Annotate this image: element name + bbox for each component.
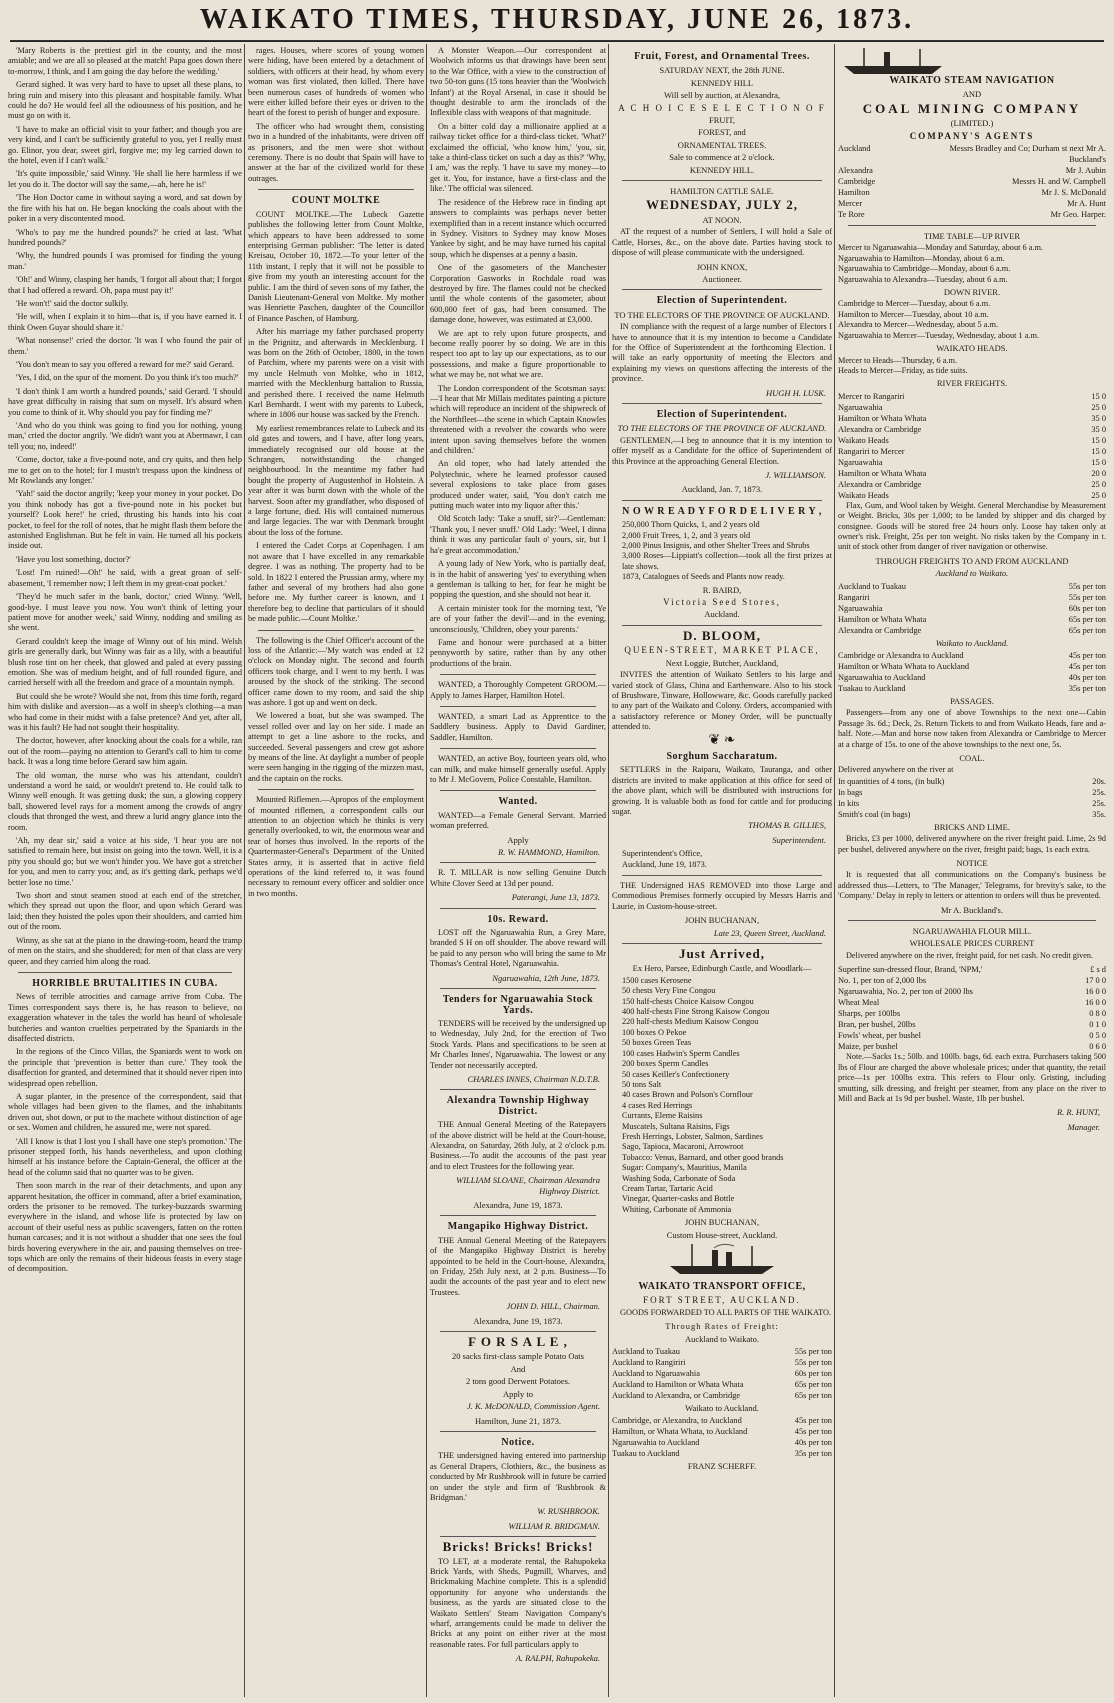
removed-signature: JOHN BUCHANAN, — [684, 915, 760, 926]
column-3 — [430, 46, 606, 1697]
section-rule — [18, 972, 232, 973]
notice-signature: W. RUSHBROOK. — [537, 1506, 600, 1517]
news-paragraph: Fame and honour were purchased at a bitter pennyworth by satire, rather than by any other productions of the brain. — [430, 637, 606, 668]
election-signature: HUGH H. LUSK. — [766, 387, 826, 398]
bricks-headline: Bricks! Bricks! Bricks! — [442, 1539, 594, 1555]
transport-rates: Through Rates of Freight: — [665, 1321, 779, 1332]
cuba-paragraph: News of terrible atrocities and carnage arrive from Cuba. The Times correspondent says there is, he has reason to believe, no exaggeration whatever in the tales the world has heard of wholesale butcheries and wanton cruelties perpetrated by the Spaniards in the disaffected districts. — [8, 992, 242, 1043]
section-rule — [440, 1089, 596, 1090]
arrived-item: Whiting, Carbonate of Ammonia — [622, 1204, 732, 1214]
news-paragraph: An old toper, who had lately attended the Polytechnic, where he learned professor caused several explosions to take place from gases produced under water, said, 'You don't catch me putting much water into my liquor after this.' — [430, 459, 606, 511]
arrived-item: Muscatels, Sultana Raisins, Figs — [622, 1121, 730, 1131]
ad-groom: WANTED, a Thoroughly Competent GROOM.—Apply to James Harper, Hamilton Hotel. — [430, 680, 606, 700]
fruit-line: FRUIT, — [708, 115, 736, 126]
news-paragraph: A Monster Weapon.—Our correspondent at Woolwich informs us that drawings have been sent to the War Office, with a view to the construction of two 50-ton guns (15 tons heavier than the 'Woolwich Infant') at the Royal Arsenal, in case it should be thought desirable to arm the ironclads of the Inflexible class with weapons of that magnitude. — [430, 46, 606, 118]
section-rule — [440, 748, 596, 749]
news-paragraph: The residence of the Hebrew race in finding apt answers to complaints was perhaps never better exemplified than in a recent instance which occurred in Sydney. Visitors to Sydney may know Moses Yankee by sight, and he may have turned his capital soup, which he dispenses at a penny a basin. — [430, 197, 606, 259]
coal-row: Smith's coal (in bags) 35s. — [838, 809, 1106, 819]
section-rule — [440, 988, 596, 989]
downriver-headline: DOWN RIVER. — [943, 287, 1001, 298]
arrived-item: Washing Soda, Carbonate of Soda — [622, 1173, 736, 1183]
freight-row: Auckland to Tuakau 55s per ton — [612, 1347, 832, 1357]
delivery-line: 2,000 Pinus Insignis, and other Shelter Trees and Shrubs — [622, 541, 810, 551]
coal-headline: COAL. — [959, 753, 985, 763]
coal-note: Delivered anywhere on the river at — [838, 765, 954, 775]
freight-row: Ngaruawahia to Auckland 40s per ton — [838, 672, 1106, 682]
freights-headline: RIVER FREIGHTS. — [936, 378, 1008, 389]
sorghum-date: Auckland, June 19, 1873. — [622, 859, 707, 869]
story-paragraph: But could she be wrote? Would she not, from this time forth, regard him with dislike and aversion—as a wolf in sheep's clothing—a man who had come in their midst with a false pretence? And yet, after all, was it his fault? He had not sought their hospitality. — [8, 691, 242, 732]
through-headline: THROUGH FREIGHTS TO AND FROM AUCKLAND — [875, 555, 1069, 566]
price-row: Bran, per bushel, 20lbs 0 1 0 — [838, 1020, 1106, 1030]
timetable-line: Hamilton to Mercer—Tuesday, about 10 a.m. — [838, 309, 989, 319]
reward-text: LOST off the Ngaruawahia Run, a Grey Mare, branded S H on off shoulder. The above reward will be paid to any person who will bring the same to Mr Thomas's Central Hotel, Ngaruawahia. — [430, 928, 606, 969]
timetable-line: Cambridge to Mercer—Tuesday, about 6 a.m. — [838, 299, 991, 309]
election-sub: TO THE ELECTORS OF THE PROVINCE OF AUCKLAND. — [617, 423, 827, 434]
section-rule — [440, 674, 596, 675]
cuba-paragraph: Then soon march in the rear of their detachments, and upon any apparent hesitation, the officer in command, after a brief examination, orders the prisoner to be removed. The turkey-buzzards swarming everywhere in the island, and whose life is protected by law on account of their useful ness as public scavengers, fatten on the rotten human carcases; and it is not without a shudder that one sees the foul birds hovering everywhere in the air, and pausing themselves on tree-tops which are only the remains of their hideous feasts in every stage of decomposition. — [8, 1181, 242, 1274]
cattle-headline: HAMILTON CATTLE SALE. — [670, 186, 774, 197]
price-row: No. 1, per ton of 2,000 lbs 17 0 0 — [838, 976, 1106, 986]
news-paragraph: Old Scotch lady: 'Take a snuff, sir?'—Gentleman: 'Thank you, I never snuff.' Old Lady: 'Weel, I dinna think it was any particular fault o' yours, sir, but I ha'e great accommodation.' — [430, 514, 606, 555]
story-paragraph: 'And who do you think was going to find you for nothing, young man,' cried the doctor angrily. 'We didn't want you at Abermawr, I can tell you; no, indeed!' — [8, 421, 242, 451]
arrived-item: Sago, Tapioca, Macaroni, Arrowroot — [622, 1142, 744, 1152]
ad-boy: WANTED, an active Boy, fourteen years old, who can milk, and make himself generally useful. Apply to Mr J. McGovern, Police Constable, Hamilton. — [430, 754, 606, 784]
section-rule — [440, 908, 596, 909]
story-paragraph: The doctor, however, after knocking about the coals for a while, ran out of the room—paying no attention to Gerard's call to him to come back. It was a long time before Gerard saw him again. — [8, 736, 242, 767]
transport-headline: WAIKATO TRANSPORT OFFICE, — [638, 1281, 806, 1292]
freight-row: Ngaruawahia 60s per ton — [838, 603, 1106, 613]
steamship-icon — [662, 1242, 782, 1276]
story-paragraph: 'Have you lost something, doctor?' — [16, 554, 131, 564]
timetable-line: Ngaruawahia to Cambridge—Monday, about 6 a.m. — [838, 264, 1011, 274]
mangapiko-text: THE Annual General Meeting of the Ratepayers of the Mangapiko Highway District is hereby appointed to be held in the Court-house, Alexandra, on Friday, 25th July next, at 2 p.m. Business—To audit the accounts of the past year and to elect new Trustees. — [430, 1235, 606, 1297]
delivery-headline: N O W R E A D Y F O R D E L I V E R Y , — [622, 505, 822, 517]
arrived-item: 50 chests Very Fine Congou — [622, 986, 716, 996]
delivery-line: 1873, Catalogues of Seeds and Plants now ready. — [622, 572, 785, 582]
moltke-headline: COUNT MOLTKE — [291, 195, 381, 207]
freight-row: Tuakau to Auckland 35s per ton — [838, 683, 1106, 693]
freight-row: Hamilton or Whata Whata 20 0 — [838, 468, 1106, 478]
alexandra-signature: WILLIAM SLOANE, Chairman Alexandra Highway District. — [456, 1175, 600, 1196]
election-signature: J. WILLIAMSON. — [765, 470, 826, 480]
wednesday-text: AT the request of a number of Settlers, I will hold a Sale of Cattle, Horses, &c., on the above date. Parties having stock to dispose of will please communicate with the undersigned. — [612, 227, 832, 258]
coal-row: In bags 25s. — [838, 787, 1106, 797]
fruit-text: Will sell by auction, at Alexandra, — [663, 90, 781, 101]
column-divider — [244, 44, 245, 1697]
story-paragraph: 'He will, when I explain it to him—that is, if you have earned it. I think Owen Guyar should share it.' — [8, 312, 242, 332]
bricks-lime-headline: BRICKS AND LIME. — [934, 821, 1010, 832]
wednesday-headline: WEDNESDAY, JULY 2, — [646, 197, 798, 213]
section-rule — [848, 225, 1096, 226]
arrived-item: 400 half-chests Fine Strong Kaisow Congou — [622, 1007, 770, 1017]
freight-row: Rangariri to Mercer 15 0 — [838, 446, 1106, 456]
story-paragraph: 'The Hon Doctor came in without saying a word, and sat down by the fire with his hat on. He began knocking the coals about with the poker in a very discontented mood. — [8, 193, 242, 224]
story-paragraph: 'It's quite impossible,' said Winny. 'He shall lie here harmless if we let you do it. The doctor will say the same,—ah, here he is!' — [8, 169, 242, 189]
story-paragraph: The old woman, the nurse who was his attendant, couldn't understand a word he said, or wouldn't pretend to. He could talk to Winny well enough. It was getting dusk; the sun, a glowing coppery ball, showered level rays for a moment among the crowds of angry clouds that thronged the west, and threw a lurid angry glance into the room. — [8, 770, 242, 832]
arrived-item: 100 cases Hadwin's Sperm Candles — [622, 1048, 740, 1058]
heads-headline: WAIKATO HEADS. — [936, 343, 1008, 354]
forsale-headline: F O R S A L E , — [468, 1334, 568, 1350]
notice-text: It is requested that all communications on the Company's business be addressed thus—Letters, to 'The Manager,' Telegrams, for brevity's sake, to the 'Company.' Delay in reply to letters or attention to orders will thus be prevented. — [838, 870, 1106, 901]
tender-headline: Tenders for Ngaruawahia Stock Yards. — [442, 994, 594, 1016]
freight-row: Cambridge or Alexandra to Auckland 45s per ton — [838, 650, 1106, 660]
fruit-line: FOREST, and — [698, 127, 746, 138]
tender-signature: CHARLES INNES, Chairman N.D.T.B. — [467, 1073, 600, 1084]
election-sub: TO THE ELECTORS OF THE PROVINCE OF AUCKLAND. — [614, 309, 830, 320]
fruit-signature: KENNEDY HILL. — [689, 164, 755, 175]
freight-row: Hamilton or Whata Whata 65s per ton — [838, 614, 1106, 624]
bricks-lime-text: Bricks, £3 per 1000, delivered anywhere on the river freight paid. Lime, 2s 9d per bushel, delivered anywhere on the river, freight paid; bags, 1s each extra. — [838, 834, 1106, 854]
freight-row: Waikato Heads 15 0 — [838, 435, 1106, 445]
steamship-icon — [838, 46, 948, 76]
removed-text: THE Undersigned HAS REMOVED into those Large and Commodious Premises formerly occupied by Messrs Harris and Laurie, in Custom-house-street. — [612, 881, 832, 911]
arrived-signature: JOHN BUCHANAN, — [684, 1217, 760, 1228]
timetable-line: Heads to Mercer—Friday, as tide suits. — [838, 365, 968, 375]
arrived-item: Vinegar, Quarter-casks and Bottle — [622, 1194, 735, 1204]
price-row: Superfine sun-dressed flour, Brand, 'NPM,' £ s d — [838, 965, 1106, 975]
fruit-choice: A C H O I C E S E L E C T I O N O F — [618, 102, 826, 113]
notice-headline: Notice. — [501, 1436, 535, 1448]
timetable-line: Alexandra to Mercer—Wednesday, about 5 a.m. — [838, 320, 999, 330]
arrived-item: 50 cases Keiller's Confectionery — [622, 1069, 730, 1079]
arrived-item: 40 cases Brown and Polson's Cornflour — [622, 1090, 753, 1100]
mill-footnote: Note.—Sacks 1s.; 50lb. and 100lb. bags, 6d. each extra. Purchasers taking 500 lbs of Flour are charged the above wholesale prices; under that quantity, the retail price—1s per 100lbs extra. This refers to Flour only. Gristing, including smutting, silk dressing, and freight per steamer, from any place on the river to Mill and Back at 1s 9d per bushel. Waste, 1lb per bushel. — [838, 1052, 1106, 1103]
freight-row: Rangariri 55s per ton — [838, 592, 1106, 602]
arrived-item: 50 boxes Green Teas — [622, 1038, 692, 1048]
masthead: WAIKATO TIMES, THURSDAY, JUNE 26, 1873. — [10, 4, 1104, 42]
fruit-date: SATURDAY NEXT, the 28th JUNE. — [659, 65, 785, 76]
timetable-line: Mercer to Heads—Thursday, 6 a.m. — [838, 355, 958, 365]
arrived-item: 4 cases Red Herrings — [622, 1100, 693, 1110]
wanted-headline: Wanted. — [498, 796, 538, 808]
story-paragraph: Gerard sighed. It was very hard to have to upset all these plans, to bring ruin and misery into this pleasant and hospitable family. What could he do? He would feel all the odiousness of his position, and he must go on with it. — [8, 80, 242, 121]
arrived-sub: Ex Hero, Parsee, Edinburgh Castle, and Woodlark— — [632, 963, 812, 974]
article-paragraph: The officer who had wrought them, consisting two in a hundred of the inhabitants, were driven off as prisoners, and the men were shot without ceremony. There is no doubt that Spain will have to answer at the bar of the civilized world for these outrages. — [248, 121, 424, 183]
story-paragraph: 'Ah, my dear sir,' said a voice at his side, 'I hear you are not satisfied to remain here, but insist on going into the town. Well, it is a pity you should go; but we won't hinder you. We have got a stretcher for you, and men to carry you; and, as it's getting dark, perhaps we'd better lose no time.' — [8, 836, 242, 887]
story-paragraph: Two short and stout seamen stood at each end of the stretcher, which they spread out upon the floor, and upon which Gerard was laid; then they hoisted the poles upon their shoulders, and carried him out of the room. — [8, 891, 242, 932]
news-paragraph: The London correspondent of the Scotsman says:—'I hear that Mr Millais meditates painting a picture which will reproduce an incident of the shipwreck of the Northfleet—the scene in which Captain Knowles threatened with a revolver the cowards who were intent upon saving themselves before the women and children.' — [430, 383, 606, 456]
cuba-paragraph: A sugar planter, in the presence of the correspondent, said that whole villages had been given to the flames, and the inhabitants driven out, shot down, or put to the machete without distinction of age or sex. Women and children, he assured me, were not spared. — [8, 1091, 242, 1133]
bloom-text: INVITES the attention of Waikato Settlers to his large and varied stock of Glass, China and Earthenware. Also to his stock of Brushware, Tinware, Hollowware, &c. Goods carefully packed to any part of the Waikato and Colony. Orders, accompanied with a satisfactory reference or Money Order, will be punctually attended to. — [612, 670, 832, 732]
atlantic-paragraph: The following is the Chief Officer's account of the loss of the Atlantic:—'My watch was ended at 12 o'clock on Monday night. The second and fourth officers took charge, and I went to my berth. I was aroused by the shock of the striking. The second officer came down to my room, and said the ship was ashore. I got up and went on deck. — [248, 635, 424, 707]
arrived-item: Fresh Herrings, Lobster, Salmon, Sardines — [622, 1131, 763, 1141]
section-rule — [440, 790, 596, 791]
agent-row: Alexandra Mr J. Aubin — [838, 166, 1106, 176]
arrived-signature: Custom House-street, Auckland. — [666, 1229, 778, 1240]
ad-clover: R. T. MILLAR is now selling Genuine Dutch White Clover Seed at 13d per pound. — [430, 868, 606, 888]
freight-row: Ngaruawahia 15 0 — [838, 457, 1106, 467]
story-paragraph: 'I don't think I am worth a hundred pounds,' said Gerard. 'I should have great difficulty in raising that sum on myself. It's absurd when you come to think of it. Why should you pay for finding me?' — [8, 386, 242, 417]
section-rule — [440, 1536, 596, 1537]
ad-servant: WANTED—a Female General Servant. Married woman preferred. — [430, 810, 606, 831]
section-rule — [622, 875, 822, 876]
ornament-icon: ❦ ❧ — [708, 732, 736, 748]
section-rule — [258, 630, 414, 631]
mill-signature: R. R. HUNT, — [1056, 1107, 1100, 1118]
column-divider — [426, 44, 427, 1697]
notice-headline: NOTICE — [956, 858, 988, 869]
fruit-headline: Fruit, Forest, and Ornamental Trees. — [634, 51, 810, 62]
timetable-line: Ngaruawahia to Mercer—Tuesday, Wednesday, about 1 a.m. — [838, 330, 1040, 340]
masthead-rule — [10, 40, 1104, 41]
steam-and: AND — [962, 89, 982, 100]
timetable-line: Ngaruawahia to Alexandra—Tuesday, about 6 a.m. — [838, 274, 1008, 284]
story-paragraph: Gerard couldn't keep the image of Winny out of his mind. Welsh girls are generally dark, but Winny was fair as a lily, with a beautiful blush rose tint on her cheek, that glowed and paled at every passing emotion. She was of medium height, and of full rounded figure, and carried herself with all the freedom and grace of a mountain nymph. — [8, 636, 242, 688]
moltke-paragraph: I entered the Cadet Corps at Copenhagen. I am not aware that I have excelled in any remarkable degree. I was as nothing. The property had to be sold. In 1822 I entered the Prussian army, where my father and several of my brothers had also gone before me. My further career is known, and I therefore beg to decline that particulars of it should be made public.—Count Moltke.' — [248, 541, 424, 624]
story-paragraph: 'Oh!' and Winny, clasping her hands, 'I forgot all about that; I forgot that I had offered a reward. Oh, papa must pay it!' — [8, 275, 242, 295]
section-rule — [622, 500, 822, 501]
passages-text: Passengers—from any one of above Townships to the next one—Cabin Passage 3s. 6d.; Deck, 2s. Return Tickets to and from Waikato Heads, fare and a-half. Note.—Man and horse now taken from Alexandra or Cambridge to Mercer at a charge of 15s. to one of the above townships to the next one, 5s. — [838, 708, 1106, 749]
alexandra-text: THE Annual General Meeting of the Ratepayers of the above district will be held at the Court-house, Alexandra, on Saturday, 26th July, at 2 o'clock p.m. Business.—To audit the accounts of the past year and to elect Trustees for the following year. — [430, 1120, 606, 1171]
news-paragraph: One of the gasometers of the Manchester Corporation Gasworks in Rochdale road was destroyed by fire. The flames could not be checked until the whole contents of the gasometer, about 600,000 feet of gas, had been consumed. The damage done, however, was estimated at £3,000. — [430, 263, 606, 325]
alexandra-headline: Alexandra Township Highway District. — [446, 1095, 590, 1117]
story-paragraph: 'Yes, I did, on the spur of the moment. Do you think it's too much?' — [16, 373, 239, 383]
forsale-line: 20 sacks first-class sample Potato Oats — [452, 1351, 584, 1362]
column-1 — [8, 46, 242, 1697]
delivery-signature: R. BAIRD, — [702, 584, 742, 595]
timetable-headline: TIME TABLE—UP RIVER — [923, 231, 1021, 242]
bricks-signature: A. RALPH, Rahupokeka. — [515, 1653, 600, 1664]
forsale-apply: Apply to — [503, 1388, 533, 1399]
coal-row: In quantities of 4 tons, (in bulk) 20s. — [838, 776, 1106, 786]
election-headline: Election of Superintendent. — [656, 295, 788, 307]
column-5 — [838, 46, 1106, 1697]
transport-direction: Auckland to Waikato. — [685, 1333, 759, 1344]
sorghum-place: Superintendent's Office, — [622, 849, 703, 859]
news-paragraph: We are apt to rely upon future prospects, and become really poorer by so doing. We are in this respect too apt to lay up our expectations, as to our possessions, and make a figure proportionable to what we may be, not what we are. — [430, 328, 606, 380]
freight-row: Alexandra or Cambridge 35 0 — [838, 424, 1106, 434]
agent-row: Te Rore Mr Geo. Harper. — [838, 210, 1106, 220]
freight-row: Tuakau to Auckland 35s per ton — [612, 1449, 832, 1459]
steam-headline: WAIKATO STEAM NAVIGATION — [889, 75, 1055, 86]
manager-address: Mr A. Buckland's. — [941, 904, 1003, 915]
ad-apprentice: WANTED, a smart Lad as Apprentice to the Saddlery business. Apply to David Gardiner, Saddler, Hamilton. — [430, 711, 606, 742]
arrived-item: 220 half-chests Medium Kaisow Congou — [622, 1017, 759, 1027]
arrived-item: 1500 cases Kerosene — [622, 975, 692, 985]
price-row: Fowls' wheat, per bushel 0 5 0 — [838, 1031, 1106, 1041]
news-paragraph: A young lady of New York, who is partially deaf, is in the habit of answering 'yes' to everything when a gentleman is talking to her, for fear he might be popping the question, and she should not hear it. — [430, 559, 606, 600]
freight-row: Alexandra or Cambridge 65s per ton — [838, 625, 1106, 635]
story-paragraph: 'He won't!' said the doctor sulkily. — [16, 298, 129, 308]
mill-sub: WHOLESALE PRICES CURRENT — [909, 938, 1035, 949]
forsale-line: 2 tons good Derwent Potatoes. — [465, 1376, 571, 1387]
arrived-item: Currants, Eleme Raisins — [622, 1111, 703, 1121]
freight-row: Auckland to Alexandra, or Cambridge 65s per ton — [612, 1391, 832, 1401]
story-paragraph: 'You don't mean to say you offered a reward for me?' said Gerard. — [16, 359, 234, 369]
election-headline: Election of Superintendent. — [656, 408, 788, 420]
arrived-item: 150 half-chests Choice Kaisow Congou — [622, 996, 754, 1006]
freight-row: Auckland to Ngaruawahia 60s per ton — [612, 1369, 832, 1379]
notice-text: THE undersigned having entered into partnership as General Drapers, Clothiers, &c., the business as conducted by Mr Rushbrook will in future be carried on under the style and firm of 'Rushbrook & Bridgman.' — [430, 1451, 606, 1502]
delivery-line: 3,000 Roses—Lippiatt's collection—took all the first prizes at late shows. — [622, 551, 832, 571]
section-rule — [622, 625, 822, 626]
arrived-item: 50 tons Salt — [622, 1079, 662, 1089]
mill-signature: Manager. — [1067, 1121, 1100, 1132]
transport-direction: Waikato to Auckland. — [685, 1403, 759, 1414]
story-paragraph: 'Come, doctor, take a five-pound note, and cry quits, and then help me to get on to the hotel; for I mustn't trespass upon the kindness of Mr Rowlands any longer.' — [8, 455, 242, 486]
mill-note: Delivered anywhere on the river, freight paid, for net cash. No credit given. — [846, 950, 1094, 960]
transport-text: GOODS FORWARDED TO ALL PARTS OF THE WAIKATO. — [620, 1307, 832, 1317]
agent-row: Hamilton Mr J. S. McDonald — [838, 188, 1106, 198]
fruit-line: ORNAMENTAL TREES. — [677, 139, 767, 150]
coal-company-headline: COAL MINING COMPANY — [862, 100, 1082, 116]
bloom-sub: Next Loggie, Butcher, Auckland, — [665, 657, 779, 668]
section-rule — [440, 862, 596, 863]
bloom-sub: QUEEN-STREET, MARKET PLACE, — [624, 645, 820, 656]
section-rule — [848, 920, 1096, 921]
agents-headline: COMPANY'S AGENTS — [909, 130, 1035, 141]
section-rule — [440, 1215, 596, 1216]
delivery-line: 2,000 Fruit Trees, 1, 2, and 3 years old — [622, 530, 751, 540]
cuba-paragraph: In the regions of the Cinco Villas, the Spaniards went to work on the principle that 'prevention is better than cure.' They took the disaffection for granted, and determined that it should never ripen into widespread open rebellion. — [8, 1047, 242, 1088]
ad-apply: Apply — [507, 834, 529, 845]
sorghum-signature: THOMAS B. GILLIES, — [748, 820, 826, 831]
arrived-item: 100 boxes O Pekoe — [622, 1027, 687, 1037]
column-divider — [834, 44, 835, 1697]
notice-signature: WILLIAM R. BRIDGMAN. — [508, 1520, 600, 1531]
story-paragraph: 'Lost! I'm ruined!—Oh!' he said, with a great groan of self-abasement, 'I remember now; I left them in my great-coat pocket.' — [8, 568, 242, 588]
freight-row: Waikato Heads 25 0 — [838, 490, 1106, 500]
coal-row: In kits 25s. — [838, 798, 1106, 808]
price-row: Wheat Meal 16 0 0 — [838, 998, 1106, 1008]
story-paragraph: 'What nonsense!' cried the doctor. 'It was I who found the pair of them.' — [8, 336, 242, 356]
atlantic-paragraph: We lowered a boat, but she was swamped. The vessel rolled over and lay on her side. I made an attempt to get a line ashore to the rocks, and succeeded. Several passengers and crew got ashore by means of the line. At daylight a number of people were seen hanging in the rigging of the mizzen mast, and the captain on the rocks. — [248, 711, 424, 783]
freight-row: Hamilton, or Whata Whata, to Auckland 45s per ton — [612, 1427, 832, 1437]
fruit-auctioneer: KENNEDY HILL — [690, 77, 754, 88]
freight-row: Hamilton or Whata Whata to Auckland 45s per ton — [838, 661, 1106, 671]
bricks-text: TO LET, at a moderate rental, the Rahupokeka Brick Yards, with Sheds, Pugmill, Wharves, and Brickmaking Machine complete. This is a splendid opportunity for anyone who understands the business, as the yards are situated close to the Waikato Settlers' Steam Navigation Company's wharf, arrangements could be made to deliver the Bricks at any point on either river at the most reasonable rates. For full particulars apply to — [430, 1556, 606, 1649]
moltke-paragraph: After his marriage my father purchased property in the Prignitz, and afterwards in Mecklenburg. I was born on the 26th of October, 1800, in the town of Parchim, where my parents were on a visit with my uncle Helmuth von Moltke, who in 1812, married with the Mecklenburg battalion to Russia, and perished there. I received the name Helmuth Karl Bernhardt. I went with my parents to Lubeck, where in 1806 our house was sacked by the French. — [248, 327, 424, 420]
delivery-signature: Auckland. — [704, 609, 740, 620]
removed-signature: Late 23, Queen Street, Auckland. — [713, 927, 826, 938]
fruit-time: Sale to commence at 2 o'clock. — [669, 152, 775, 163]
limited-label: (LIMITED.) — [950, 118, 994, 129]
election-date: Auckland, Jan. 7, 1873. — [681, 484, 763, 495]
cuba-headline: HORRIBLE BRUTALITIES IN CUBA. — [32, 977, 218, 989]
forsale-line: And — [510, 1363, 526, 1374]
sorghum-headline: Sorghum Saccharatum. — [666, 750, 778, 762]
freight-row: Auckland to Tuakau 55s per ton — [838, 581, 1106, 591]
freight-row: Auckland to Hamilton or Whata Whata 65s per ton — [612, 1380, 832, 1390]
arrived-item: 200 boxes Sperm Candles — [622, 1059, 709, 1069]
section-rule — [622, 180, 822, 181]
delivery-line: 250,000 Thorn Quicks, 1, and 2 years old — [622, 520, 760, 530]
price-row: Maize, per bushel 0 6 0 — [838, 1042, 1106, 1052]
agent-row: Mercer Mr A. Hunt — [838, 199, 1106, 209]
wednesday-signature: Auctioneer. — [702, 273, 742, 284]
mangapiko-signature: JOHN D. HILL, Chairman. — [506, 1301, 600, 1312]
alexandra-date: Alexandra, June 19, 1873. — [473, 1200, 563, 1210]
cuba-paragraph: 'All I know is that I lost you I shall have one step's promotion.' The prisoner stepped forth, his hands nevertheless, and upon clothing himself at his instance before the Captain-General, the officer at the head of the column said that no quarter was to be given. — [8, 1136, 242, 1177]
section-rule — [622, 943, 822, 944]
election-text: GENTLEMEN,—I beg to announce that it is my intention to offer myself as a Candidate for the office of Superintendent of this Province at the approaching General Election. — [612, 435, 832, 466]
transport-signature: FRANZ SCHERFF. — [687, 1461, 757, 1472]
section-rule — [258, 189, 414, 190]
arrived-item: Sugar: Company's, Mauritius, Manila — [622, 1163, 747, 1173]
freight-row: Ngaruawahia 25 0 — [838, 402, 1106, 412]
agent-row: Cambridge Messrs H. and W. Campbell — [838, 177, 1106, 187]
story-paragraph: 'Yah!' said the doctor angrily; 'keep your money in your pocket. Do you think nobody has got a five-pound note in his pocket but yourself? Look here!' he cried, thrusting his hands into his coat pocket, to feel for the roll of notes, that he might flash them before the astonished Englishman. But he felt in vain. He turned all his pockets inside out. — [8, 489, 242, 551]
section-rule — [440, 1431, 596, 1432]
section-rule — [440, 706, 596, 707]
arrived-headline: Just Arrived, — [679, 946, 765, 962]
through-direction: Waikato to Auckland. — [935, 637, 1009, 648]
article-paragraph: rages. Houses, where scores of young women were hiding, have been entered by a detachment of soldiers, with officers at their head, by whom every woman was first violated, then killed. There have been numerous cases of hundreds of women who were either killed before their eyes or driven to the heart of the forest to perish of hunger and exposure. — [248, 46, 424, 118]
section-rule — [258, 789, 414, 790]
timetable-line: Ngaruawahia to Hamilton—Monday, about 6 a.m. — [838, 253, 1005, 263]
column-2 — [248, 46, 424, 1697]
mill-headline: NGARUAWAHIA FLOUR MILL. — [912, 926, 1032, 937]
story-paragraph: 'They'd be much safer in the bank, doctor,' cried Winny. 'Well, good-bye. I must leave you now. You won't think of letting your patient move for another week,' said Winny, nodding and smiling as she went. — [8, 592, 242, 633]
wednesday-sub: AT NOON. — [702, 214, 742, 225]
freight-note: Flax, Gum, and Wool taken by Weight. General Merchandise by Measurement or Weight. Bricks, 30s per 1,000; to be landed by shipper and dis charged by consignee. Goods will be stored free 24 hours only. Loose hay taken only at owner's risk. Freight, 25s per ton weight. No risks taken by the Company in t. unit of stock other from danger of river navigation or otherwise. — [838, 500, 1106, 552]
freight-row: Alexandra or Cambridge 25 0 — [838, 479, 1106, 489]
column-divider — [608, 44, 609, 1697]
story-paragraph: Winny, as she sat at the piano in the drawing-room, heard the tramp of men on the stairs, and she shuddered; for men of that class are very queer, and they carried him along the road. — [8, 935, 242, 966]
arrived-item: Cream Tartar, Tartaric Acid — [622, 1183, 713, 1193]
section-rule — [622, 403, 822, 404]
reward-date: Ngaruawahia, 12th June, 1873. — [492, 972, 600, 983]
bloom-headline: D. BLOOM, — [683, 627, 761, 643]
through-direction: Auckland to Waikato. — [935, 568, 1009, 579]
moltke-paragraph: My earliest remembrances relate to Lubeck and its old gates and towers, and I have, after long years, immediately recognised our old house at the Schrangen, notwithstanding the changed neighbourhood. In the meantime my father had bought the property of Augustenhof in Holstein. A year after it was burnt down with the whole of the harvest. Soon after my grandfather, who disposed of a large fortune, died. His will contained numerous and large legacies. The war with Denmark brought about the loss of the fortune. — [248, 423, 424, 537]
story-paragraph: 'Mary Roberts is the prettiest girl in the county, and the most amiable; and we are all so pleased at the match! Papa goes down there to-morrow, I think, and I am going the day before the wedding.' — [8, 46, 242, 76]
freight-row: Hamilton or Whata Whata 35 0 — [838, 413, 1106, 423]
price-row: Sharps, per 100lbs 0 8 0 — [838, 1009, 1106, 1019]
reward-headline: 10s. Reward. — [487, 913, 549, 925]
ad-signature: R. W. HAMMOND, Hamilton. — [498, 847, 600, 858]
news-paragraph: A certain minister took for the morning text, 'Ye are of your father the devil'—and in the evening, unconsciously, 'Children, obey your parents.' — [430, 603, 606, 634]
passages-headline: PASSAGES. — [950, 695, 994, 706]
freight-row: Mercer to Rangariri 15 0 — [838, 391, 1106, 401]
mangapiko-date: Alexandra, June 19, 1873. — [473, 1315, 563, 1326]
delivery-signature: Victoria Seed Stores, — [663, 597, 781, 608]
election-text: IN compliance with the request of a large number of Electors I have to announce that it is my intention to become a Candidate for the Office of Superintendent at the forthcoming Election. I will take an early opportunity of meeting the Electors and explaining my views on questions affecting the interests of the province. — [612, 322, 832, 384]
sorghum-text: SETTLERS in the Raiparu, Waikato, Tauranga, and other districts are invited to make application at this office for seed of the above plant, which will be distributed with instructions for growing. It is valuable both as food for cattle and for producing sugar. — [612, 765, 832, 816]
agent-row: Auckland Messrs Bradley and Co; Durham st next Mr A. Buckland's — [838, 144, 1106, 165]
wednesday-signature: JOHN KNOX, — [696, 261, 748, 272]
riflemen-paragraph: Mounted Riflemen.—Apropos of the employment of mounted riflemen, a correspondent calls our attention to an objection which he thinks is very generally overlooked, to wit, the enormous wear and tear of horses thus involved. In the reports of the Quartermaster-General's Department of the United States army, it is asserted that in active field operations of the kind referred to, it was found necessary to remount every officer and soldier once in two months. — [248, 795, 424, 898]
ad-date: Paterangi, June 13, 1873. — [511, 892, 600, 903]
sorghum-signature: Superintendent. — [772, 834, 826, 845]
timetable-line: Mercer to Ngaruawahia—Monday and Saturday, about 6 a.m. — [838, 243, 1043, 253]
freight-row: Cambridge, or Alexandra, to Auckland 45s per ton — [612, 1416, 832, 1426]
story-paragraph: 'I have to make an official visit to your father; and though you are very kind, and I can't be sufficiently grateful to you, yet I really must go. Elinor, you dear, sweet girl, forgive me; my leg carried down to the hotel, even if I can't walk.' — [8, 124, 242, 166]
price-row: Ngaruawahia, No. 2, per ton of 2000 lbs 16 0 0 — [838, 987, 1106, 997]
section-rule — [622, 289, 822, 290]
moltke-paragraph: COUNT MOLTKE.—The Lubeck Gazette publishes the following letter from Count Moltke, which appears to have been addressed to some enterprising German publisher: 'The letter is dated Kreisau, October 10, 1872.—To your letter of the 11th instant, I reply that it will not be possible to give from my youth an interesting account for the public. I am the third of seven sons of my father, the Danish Lieutenant-General von Moltke. My mother was Henriette Paschen, daughter of the Councillor of Finance Paschen, of Hamburg. — [248, 209, 424, 323]
section-rule — [440, 1331, 596, 1332]
tender-text: TENDERS will be received by the undersigned up to Wednesday, July 2nd, for the erection of Two Stock Yards. Plans and specifications to be seen at Mr Charles Innes', Ngaruawahia. The lowest or any Tender not necessarily accepted. — [430, 1018, 606, 1070]
arrived-item: Tobacco: Venus, Barnard, and other good brands — [622, 1152, 784, 1162]
story-paragraph: 'Why, the hundred pounds I was promised for finding the young man.' — [8, 251, 242, 271]
news-paragraph: On a bitter cold day a millionaire applied at a railway ticket office for a third-class ticket. 'What?' exclaimed the official, 'who know him,' 'you, sir, take a third-class ticket on such a day as this?' 'Why, I am,' was the reply. 'I have to save my money—to get it. You, for instance, have a first-class and the like.' The official was silenced. — [430, 121, 606, 194]
story-paragraph: 'Who's to pay me the hundred pounds?' he cried at last. 'What hundred pounds?' — [8, 227, 242, 247]
forsale-signature: J. K. McDONALD, Commission Agent. — [466, 1401, 600, 1412]
freight-row: Ngaruawahia to Auckland 40s per ton — [612, 1438, 832, 1448]
freight-row: Auckland to Rangiriri 55s per ton — [612, 1358, 832, 1368]
transport-sub: FORT STREET, AUCKLAND. — [643, 1295, 801, 1306]
forsale-date: Hamilton, June 21, 1873. — [475, 1415, 561, 1426]
column-4 — [612, 46, 832, 1697]
mangapiko-headline: Mangapiko Highway District. — [447, 1221, 589, 1233]
